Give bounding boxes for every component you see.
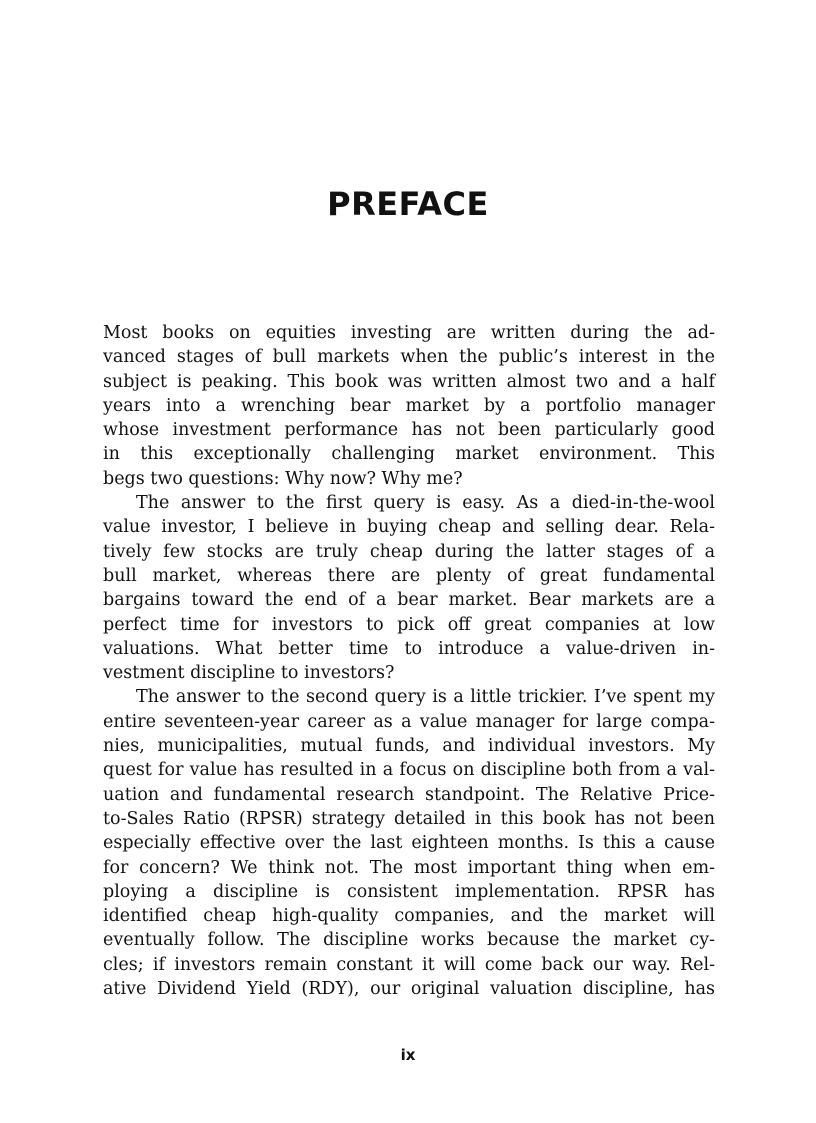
- text-line: begs two questions: Why now? Why me?: [103, 468, 463, 489]
- text-line: eventually follow. The discipline works because the market cy-: [103, 930, 715, 951]
- text-line: perfect time for investors to pick off great companies at low: [103, 614, 715, 635]
- text-line: whose investment performance has not been particularly good: [103, 420, 715, 441]
- text-line: cles; if investors remain constant it will come back our way. Rel-: [103, 954, 715, 975]
- text-line: identified cheap high-quality companies, and the market will: [103, 906, 715, 927]
- text-line: in this exceptionally challenging market environment. This: [103, 444, 715, 465]
- text-line: The answer to the second query is a little trickier. I’ve spent my: [136, 687, 715, 708]
- text-line: tively few stocks are truly cheap during the latter stages of a: [103, 541, 715, 562]
- text-line: valuations. What better time to introduce a value-driven in-: [103, 638, 715, 659]
- text-line: subject is peaking. This book was written almost two and a half: [103, 371, 715, 392]
- text-line: for concern? We think not. The most important thing when em-: [103, 857, 715, 878]
- text-line: vestment discipline to investors?: [103, 663, 395, 684]
- text-line: The answer to the first query is easy. As a died-in-the-wool: [136, 493, 715, 514]
- text-line: nies, municipalities, mutual funds, and individual investors. My: [103, 736, 715, 757]
- page-title: PREFACE: [327, 185, 489, 223]
- text-line: to-Sales Ratio (RPSR) strategy detailed in this book has not been: [103, 808, 715, 829]
- text-line: especially effective over the last eighteen months. Is this a cause: [103, 833, 715, 854]
- text-line: ploying a discipline is consistent implementation. RPSR has: [103, 881, 715, 902]
- page-number: ix: [400, 1046, 416, 1064]
- text-line: quest for value has resulted in a focus on discipline both from a val-: [103, 760, 715, 781]
- text-line: Most books on equities investing are written during the ad-: [103, 323, 715, 343]
- text-line: vanced stages of bull markets when the public’s interest in the: [103, 347, 715, 368]
- preface-body: [103, 321, 715, 1001]
- text-line: bargains toward the end of a bear market. Bear markets are a: [103, 590, 715, 611]
- text-line: years into a wrenching bear market by a portfolio manager: [103, 395, 715, 416]
- text-line: bull market, whereas there are plenty of great fundamental: [103, 565, 715, 586]
- text-line: value investor, I believe in buying cheap and selling dear. Rela-: [103, 517, 715, 538]
- text-line: entire seventeen-year career as a value manager for large compa-: [103, 711, 715, 732]
- text-line: uation and fundamental research standpoint. The Relative Price-: [103, 784, 715, 805]
- text-line: ative Dividend Yield (RDY), our original valuation discipline, has: [103, 979, 715, 1000]
